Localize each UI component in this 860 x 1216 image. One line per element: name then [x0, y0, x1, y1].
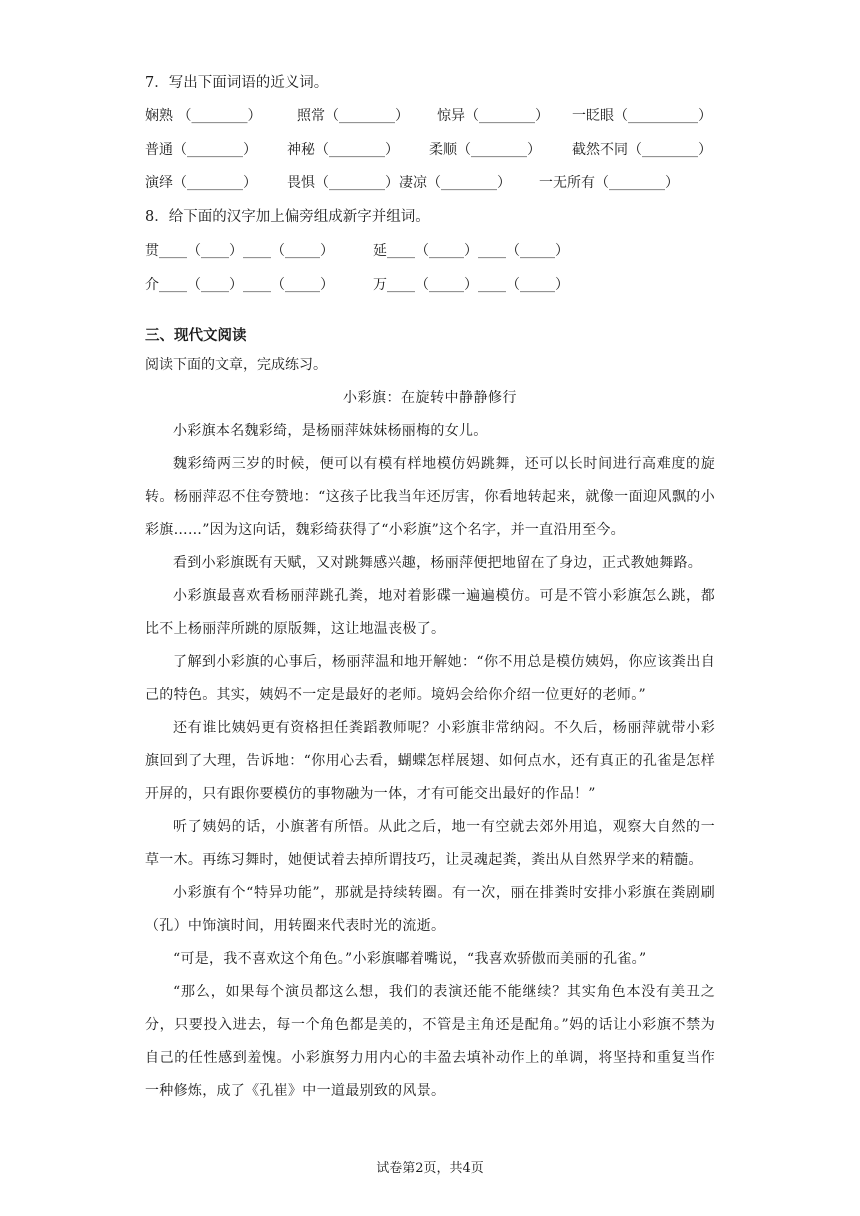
- q7-item: 照常（________）: [297, 108, 409, 124]
- q7-item: 柔顺（________）: [429, 142, 541, 158]
- q7-item: 娴熟 （________）: [145, 108, 262, 124]
- q8-item: 介____（____）____（_____）: [145, 277, 334, 293]
- paragraph: 小彩旗本名魏彩绮，是杨丽萍妹妹杨丽梅的女儿。: [173, 423, 488, 439]
- paragraph: 小彩旗有个“特异功能”，那就是持续转圈。有一次，丽在排粪时安排小彩旗在粪剧刷（孔）中饰演时间，用转圈来代表时光的流逝。: [145, 885, 715, 934]
- q7-item: 普通（________）: [145, 142, 257, 158]
- q7-item: 惊异（________）: [437, 108, 549, 124]
- q8-title: 8．给下面的汉字加上偏旁组成新字并组词。: [145, 209, 430, 225]
- q7-item: 一无所有（________）: [539, 175, 679, 191]
- paragraph: “那么，如果每个演员都这么想，我们的表演还能不能继续？其实角色本没有美丑之分，只要投入进去，每一个角色都是美的，不管是主角还是配角。”妈的话让小彩旗不禁为自己的任性感到羞愧。小彩旗努力用内心的丰盈去填补动作上的单调，将坚持和重复当作一种修炼，成了《孔崔》中一道最别致的风景。: [145, 984, 715, 1099]
- paragraph: 听了姨妈的话，小旗著有所悟。从此之后，地一有空就去郊外用追，观察大自然的一草一木。再练习舞时，她便试着去掉所谓技巧，让灵魂起粪，粪出从自然界学来的精髓。: [145, 819, 715, 868]
- page-footer: 试卷第2页，共4页: [376, 1161, 484, 1176]
- q8-item: 贯____（____）____（_____）: [145, 243, 334, 259]
- paragraph: 小彩旗最喜欢看杨丽萍跳孔粪，地对着影碟一遍遍模仿。可是不管小彩旗怎么跳，都比不上杨丽萍所跳的原版舞，这让地温丧极了。: [145, 588, 715, 637]
- paragraph: 魏彩绮两三岁的时候，便可以有模有样地模仿妈跳舞，还可以长时间进行高难度的旋转。杨丽萍忍不住夸赞地：“这孩子比我当年还厉害，你看地转起来，就像一面迎风飘的小彩旗……”因为这向话，魏彩绮获得了“小彩旗”这个名字，并一直沿用至今。: [145, 456, 715, 538]
- paragraph: 看到小彩旗既有天赋，又对跳舞感兴趣，杨丽萍便把地留在了身边，正式教她舞路。: [173, 555, 703, 571]
- q7-title: 7．写出下面词语的近义词。: [145, 75, 329, 91]
- article-title: 小彩旗：在旋转中静静修行: [343, 390, 517, 406]
- paragraph: “可是，我不喜欢这个角色。”小彩旗嘟着嘴说，“我喜欢骄傲而美丽的孔雀。”: [173, 951, 647, 967]
- q7-item: 演绎（________）: [145, 175, 257, 191]
- q8-item: 延____（_____）____（_____）: [373, 243, 569, 259]
- q7-item: 截然不同（________）: [572, 142, 712, 158]
- section-instruction: 阅读下面的文章，完成练习。: [145, 357, 327, 373]
- section-heading: 三、现代文阅读: [145, 327, 247, 344]
- article-body: [145, 415, 715, 1108]
- q7-item: 畏惧（________）凄凉（________）: [287, 175, 511, 191]
- paragraph: 还有谁比姨妈更有资格担任粪蹈教师呢？小彩旗非常纳闷。不久后，杨丽萍就带小彩旗回到了大理，告诉地：“你用心去看，蝴蝶怎样展翅、如何点水，还有真正的孔雀是怎样开屏的，只有跟你要模仿的事物融为一体，才有可能交出最好的作品！”: [145, 720, 715, 802]
- paragraph: 了解到小彩旗的心事后，杨丽萍温和地开解她：“你不用总是模仿姨妈，你应该粪出自己的特色。其实，姨妈不一定是最好的老师。境妈会给你介绍一位更好的老师。”: [145, 654, 715, 703]
- q7-item: 一眨眼（__________）: [572, 108, 712, 124]
- q7-item: 神秘（________）: [287, 142, 399, 158]
- q8-item: 万____（_____）____（_____）: [373, 277, 569, 293]
